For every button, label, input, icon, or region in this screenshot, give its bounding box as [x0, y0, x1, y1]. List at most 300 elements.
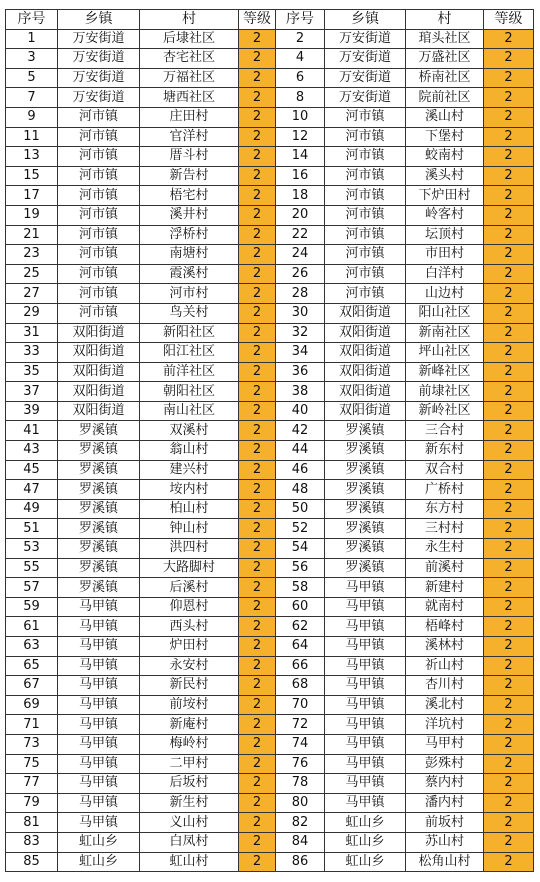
- village-cell: 蛟南村: [406, 147, 484, 167]
- town-cell: 罗溪镇: [58, 480, 140, 500]
- level-cell: 2: [239, 539, 276, 559]
- village-cell: 山边村: [406, 284, 484, 304]
- header-village: 村: [406, 10, 484, 30]
- level-cell: 2: [484, 49, 534, 69]
- level-cell: 2: [239, 558, 276, 578]
- serial-cell: 71: [6, 715, 58, 735]
- serial-cell: 50: [276, 499, 325, 519]
- town-cell: 马甲镇: [325, 715, 406, 735]
- header-serial: 序号: [6, 10, 58, 30]
- serial-cell: 44: [276, 441, 325, 461]
- level-cell: 2: [239, 734, 276, 754]
- table-row: [6, 166, 534, 186]
- village-cell: 双合村: [406, 460, 484, 480]
- serial-cell: 42: [276, 421, 325, 441]
- level-cell: 2: [484, 127, 534, 147]
- village-cell: 前洋社区: [140, 362, 239, 382]
- level-cell: 2: [239, 715, 276, 735]
- level-cell: 2: [484, 578, 534, 598]
- town-cell: 双阳街道: [58, 401, 140, 421]
- table-row: [6, 519, 534, 539]
- town-cell: 河市镇: [58, 245, 140, 265]
- level-cell: 2: [239, 460, 276, 480]
- town-cell: 河市镇: [325, 245, 406, 265]
- village-cell: 前坂村: [406, 813, 484, 833]
- village-cell: 前溪村: [406, 558, 484, 578]
- serial-cell: 57: [6, 578, 58, 598]
- level-cell: 2: [239, 127, 276, 147]
- town-cell: 马甲镇: [325, 754, 406, 774]
- level-cell: 2: [484, 480, 534, 500]
- level-cell: 2: [484, 637, 534, 657]
- level-cell: 2: [484, 539, 534, 559]
- village-cell: 虹山村: [140, 852, 239, 872]
- town-cell: 罗溪镇: [58, 539, 140, 559]
- level-cell: 2: [239, 49, 276, 69]
- serial-cell: 40: [276, 401, 325, 421]
- level-cell: 2: [484, 68, 534, 88]
- table-row: [6, 382, 534, 402]
- village-cell: 新岭社区: [406, 401, 484, 421]
- town-cell: 河市镇: [58, 107, 140, 127]
- village-cell: 蔡内村: [406, 774, 484, 794]
- serial-cell: 11: [6, 127, 58, 147]
- level-cell: 2: [484, 460, 534, 480]
- town-cell: 虹山乡: [58, 832, 140, 852]
- header-serial: 序号: [276, 10, 325, 30]
- level-cell: 2: [484, 617, 534, 637]
- table-row: [6, 539, 534, 559]
- town-cell: 河市镇: [58, 127, 140, 147]
- village-cell: 双溪村: [140, 421, 239, 441]
- header-town: 乡镇: [58, 10, 140, 30]
- town-cell: 万安街道: [325, 68, 406, 88]
- table-row: [6, 147, 534, 167]
- level-cell: 2: [484, 264, 534, 284]
- serial-cell: 37: [6, 382, 58, 402]
- table-row: [6, 774, 534, 794]
- town-cell: 罗溪镇: [325, 539, 406, 559]
- level-cell: 2: [239, 519, 276, 539]
- serial-cell: 31: [6, 323, 58, 343]
- village-cell: 阳江社区: [140, 343, 239, 363]
- table-row: [6, 401, 534, 421]
- village-cell: 新庵村: [140, 715, 239, 735]
- serial-cell: 3: [6, 49, 58, 69]
- level-cell: 2: [484, 166, 534, 186]
- serial-cell: 16: [276, 166, 325, 186]
- town-cell: 虹山乡: [325, 813, 406, 833]
- village-cell: 阳山社区: [406, 303, 484, 323]
- town-cell: 虹山乡: [58, 852, 140, 872]
- village-cell: 后埭社区: [140, 29, 239, 49]
- town-cell: 河市镇: [58, 147, 140, 167]
- level-cell: 2: [484, 832, 534, 852]
- level-cell: 2: [484, 284, 534, 304]
- serial-cell: 4: [276, 49, 325, 69]
- serial-cell: 1: [6, 29, 58, 49]
- serial-cell: 53: [6, 539, 58, 559]
- level-cell: 2: [484, 754, 534, 774]
- town-cell: 罗溪镇: [58, 421, 140, 441]
- level-cell: 2: [239, 382, 276, 402]
- town-cell: 河市镇: [58, 303, 140, 323]
- table-row: [6, 656, 534, 676]
- level-cell: 2: [484, 147, 534, 167]
- town-cell: 罗溪镇: [58, 441, 140, 461]
- serial-cell: 19: [6, 205, 58, 225]
- town-cell: 罗溪镇: [325, 460, 406, 480]
- level-cell: 2: [239, 88, 276, 108]
- village-cell: 溪井村: [140, 205, 239, 225]
- table-row: [6, 29, 534, 49]
- table-row: [6, 49, 534, 69]
- table-row: [6, 499, 534, 519]
- town-cell: 罗溪镇: [325, 421, 406, 441]
- serial-cell: 35: [6, 362, 58, 382]
- village-cell: 三合村: [406, 421, 484, 441]
- village-cell: 岭客村: [406, 205, 484, 225]
- level-cell: 2: [484, 343, 534, 363]
- town-cell: 万安街道: [58, 88, 140, 108]
- level-cell: 2: [239, 578, 276, 598]
- header-row: [6, 10, 534, 30]
- level-cell: 2: [239, 303, 276, 323]
- village-cell: 祈山村: [406, 656, 484, 676]
- level-cell: 2: [484, 597, 534, 617]
- village-cell: 坛顶村: [406, 225, 484, 245]
- table-row: [6, 303, 534, 323]
- serial-cell: 26: [276, 264, 325, 284]
- town-cell: 河市镇: [58, 225, 140, 245]
- village-cell: 河市村: [140, 284, 239, 304]
- village-cell: 洪四村: [140, 539, 239, 559]
- town-cell: 双阳街道: [325, 323, 406, 343]
- town-cell: 万安街道: [58, 68, 140, 88]
- village-cell: 广桥村: [406, 480, 484, 500]
- village-cell: 新峰社区: [406, 362, 484, 382]
- town-cell: 河市镇: [325, 147, 406, 167]
- level-cell: 2: [239, 774, 276, 794]
- serial-cell: 82: [276, 813, 325, 833]
- header-level: 等级: [484, 10, 534, 30]
- level-cell: 2: [239, 793, 276, 813]
- town-cell: 河市镇: [325, 284, 406, 304]
- town-cell: 马甲镇: [325, 637, 406, 657]
- level-cell: 2: [239, 362, 276, 382]
- level-cell: 2: [484, 303, 534, 323]
- village-cell: 钟山村: [140, 519, 239, 539]
- serial-cell: 54: [276, 539, 325, 559]
- town-cell: 马甲镇: [325, 578, 406, 598]
- serial-cell: 25: [6, 264, 58, 284]
- village-cell: 市田村: [406, 245, 484, 265]
- serial-cell: 45: [6, 460, 58, 480]
- serial-cell: 80: [276, 793, 325, 813]
- village-cell: 溪北村: [406, 695, 484, 715]
- level-cell: 2: [239, 68, 276, 88]
- town-cell: 虹山乡: [325, 832, 406, 852]
- level-cell: 2: [484, 382, 534, 402]
- town-cell: 万安街道: [325, 88, 406, 108]
- town-cell: 双阳街道: [325, 382, 406, 402]
- serial-cell: 51: [6, 519, 58, 539]
- table-row: [6, 107, 534, 127]
- table-row: [6, 362, 534, 382]
- village-cell: 杏川村: [406, 676, 484, 696]
- town-cell: 万安街道: [58, 49, 140, 69]
- table-row: [6, 715, 534, 735]
- serial-cell: 58: [276, 578, 325, 598]
- village-cell: 梧峰村: [406, 617, 484, 637]
- village-cell: 潘内村: [406, 793, 484, 813]
- header-town: 乡镇: [325, 10, 406, 30]
- village-cell: 琯头社区: [406, 29, 484, 49]
- serial-cell: 5: [6, 68, 58, 88]
- table-row: [6, 441, 534, 461]
- serial-cell: 78: [276, 774, 325, 794]
- village-cell: 溪头村: [406, 166, 484, 186]
- level-cell: 2: [239, 499, 276, 519]
- serial-cell: 12: [276, 127, 325, 147]
- serial-cell: 48: [276, 480, 325, 500]
- village-cell: 二甲村: [140, 754, 239, 774]
- town-cell: 万安街道: [325, 49, 406, 69]
- town-cell: 马甲镇: [58, 754, 140, 774]
- serial-cell: 75: [6, 754, 58, 774]
- town-cell: 马甲镇: [325, 597, 406, 617]
- town-cell: 河市镇: [58, 205, 140, 225]
- village-cell: 柏山村: [140, 499, 239, 519]
- serial-cell: 55: [6, 558, 58, 578]
- serial-cell: 18: [276, 186, 325, 206]
- village-cell: 前埭社区: [406, 382, 484, 402]
- level-cell: 2: [239, 225, 276, 245]
- serial-cell: 2: [276, 29, 325, 49]
- level-cell: 2: [239, 147, 276, 167]
- level-cell: 2: [239, 401, 276, 421]
- town-cell: 马甲镇: [325, 695, 406, 715]
- serial-cell: 15: [6, 166, 58, 186]
- serial-cell: 41: [6, 421, 58, 441]
- village-cell: 义山村: [140, 813, 239, 833]
- level-cell: 2: [484, 245, 534, 265]
- table-row: [6, 832, 534, 852]
- town-cell: 双阳街道: [325, 343, 406, 363]
- table-row: [6, 460, 534, 480]
- serial-cell: 61: [6, 617, 58, 637]
- serial-cell: 49: [6, 499, 58, 519]
- town-cell: 罗溪镇: [58, 578, 140, 598]
- level-cell: 2: [484, 793, 534, 813]
- level-cell: 2: [484, 107, 534, 127]
- town-cell: 双阳街道: [58, 382, 140, 402]
- town-cell: 马甲镇: [58, 695, 140, 715]
- serial-cell: 39: [6, 401, 58, 421]
- serial-cell: 21: [6, 225, 58, 245]
- serial-cell: 30: [276, 303, 325, 323]
- village-cell: 翁山村: [140, 441, 239, 461]
- level-cell: 2: [239, 284, 276, 304]
- serial-cell: 20: [276, 205, 325, 225]
- village-cell: 永安村: [140, 656, 239, 676]
- town-cell: 河市镇: [325, 127, 406, 147]
- village-cell: 溪山村: [406, 107, 484, 127]
- town-cell: 马甲镇: [58, 597, 140, 617]
- level-cell: 2: [239, 264, 276, 284]
- town-cell: 罗溪镇: [58, 558, 140, 578]
- town-cell: 马甲镇: [58, 637, 140, 657]
- serial-cell: 6: [276, 68, 325, 88]
- town-cell: 河市镇: [58, 284, 140, 304]
- serial-cell: 62: [276, 617, 325, 637]
- town-cell: 河市镇: [325, 107, 406, 127]
- town-cell: 双阳街道: [325, 303, 406, 323]
- town-cell: 河市镇: [325, 225, 406, 245]
- town-cell: 马甲镇: [58, 793, 140, 813]
- village-cell: 溪林村: [406, 637, 484, 657]
- village-cell: 前垵村: [140, 695, 239, 715]
- town-cell: 双阳街道: [58, 362, 140, 382]
- town-cell: 万安街道: [58, 29, 140, 49]
- town-cell: 马甲镇: [58, 676, 140, 696]
- village-cell: 官洋村: [140, 127, 239, 147]
- serial-cell: 69: [6, 695, 58, 715]
- village-cell: 厝斗村: [140, 147, 239, 167]
- town-cell: 河市镇: [58, 264, 140, 284]
- level-cell: 2: [484, 695, 534, 715]
- village-cell: 桥南社区: [406, 68, 484, 88]
- serial-cell: 85: [6, 852, 58, 872]
- village-cell: 万福社区: [140, 68, 239, 88]
- serial-cell: 8: [276, 88, 325, 108]
- serial-cell: 67: [6, 676, 58, 696]
- serial-cell: 43: [6, 441, 58, 461]
- level-cell: 2: [239, 441, 276, 461]
- town-cell: 河市镇: [325, 166, 406, 186]
- village-cell: 白凤村: [140, 832, 239, 852]
- town-cell: 双阳街道: [58, 323, 140, 343]
- serial-cell: 66: [276, 656, 325, 676]
- level-cell: 2: [484, 499, 534, 519]
- table-row: [6, 421, 534, 441]
- town-cell: 罗溪镇: [325, 558, 406, 578]
- serial-cell: 56: [276, 558, 325, 578]
- serial-cell: 47: [6, 480, 58, 500]
- table-row: [6, 245, 534, 265]
- level-cell: 2: [239, 343, 276, 363]
- village-cell: 苏山村: [406, 832, 484, 852]
- serial-cell: 76: [276, 754, 325, 774]
- town-cell: 罗溪镇: [325, 499, 406, 519]
- village-cell: 坪山社区: [406, 343, 484, 363]
- village-cell: 三村村: [406, 519, 484, 539]
- village-cell: 新东村: [406, 441, 484, 461]
- table-row: [6, 323, 534, 343]
- table-row: [6, 852, 534, 872]
- table-row: [6, 284, 534, 304]
- town-cell: 罗溪镇: [58, 460, 140, 480]
- serial-cell: 59: [6, 597, 58, 617]
- level-cell: 2: [239, 813, 276, 833]
- serial-cell: 34: [276, 343, 325, 363]
- serial-cell: 81: [6, 813, 58, 833]
- level-cell: 2: [484, 29, 534, 49]
- level-cell: 2: [484, 186, 534, 206]
- serial-cell: 22: [276, 225, 325, 245]
- level-cell: 2: [484, 88, 534, 108]
- level-cell: 2: [484, 558, 534, 578]
- level-cell: 2: [239, 205, 276, 225]
- level-cell: 2: [484, 421, 534, 441]
- level-cell: 2: [239, 852, 276, 872]
- town-cell: 马甲镇: [58, 813, 140, 833]
- town-cell: 双阳街道: [325, 401, 406, 421]
- header-level: 等级: [239, 10, 276, 30]
- level-cell: 2: [484, 205, 534, 225]
- serial-cell: 38: [276, 382, 325, 402]
- village-cell: 仰恩村: [140, 597, 239, 617]
- serial-cell: 86: [276, 852, 325, 872]
- serial-cell: 72: [276, 715, 325, 735]
- town-cell: 万安街道: [325, 29, 406, 49]
- level-cell: 2: [239, 676, 276, 696]
- village-cell: 塘西社区: [140, 88, 239, 108]
- village-cell: 新告村: [140, 166, 239, 186]
- level-cell: 2: [239, 754, 276, 774]
- village-cell: 大路脚村: [140, 558, 239, 578]
- town-cell: 双阳街道: [325, 362, 406, 382]
- level-cell: 2: [484, 715, 534, 735]
- serial-cell: 63: [6, 637, 58, 657]
- town-cell: 马甲镇: [325, 734, 406, 754]
- serial-cell: 14: [276, 147, 325, 167]
- town-cell: 河市镇: [58, 186, 140, 206]
- level-cell: 2: [484, 441, 534, 461]
- village-cell: 东方村: [406, 499, 484, 519]
- level-cell: 2: [239, 29, 276, 49]
- table-row: [6, 793, 534, 813]
- table-row: [6, 695, 534, 715]
- table-row: [6, 127, 534, 147]
- level-cell: 2: [239, 107, 276, 127]
- village-cell: 彭殊村: [406, 754, 484, 774]
- town-cell: 马甲镇: [325, 774, 406, 794]
- town-cell: 马甲镇: [58, 774, 140, 794]
- level-cell: 2: [484, 225, 534, 245]
- table-row: [6, 88, 534, 108]
- table-row: [6, 264, 534, 284]
- serial-cell: 52: [276, 519, 325, 539]
- village-cell: 后溪村: [140, 578, 239, 598]
- table-row: [6, 558, 534, 578]
- serial-cell: 28: [276, 284, 325, 304]
- serial-cell: 32: [276, 323, 325, 343]
- level-cell: 2: [484, 734, 534, 754]
- village-cell: 新建村: [406, 578, 484, 598]
- serial-cell: 77: [6, 774, 58, 794]
- serial-cell: 73: [6, 734, 58, 754]
- serial-cell: 79: [6, 793, 58, 813]
- level-cell: 2: [239, 597, 276, 617]
- village-cell: 建兴村: [140, 460, 239, 480]
- village-cell: 新阳社区: [140, 323, 239, 343]
- village-cell: 马甲村: [406, 734, 484, 754]
- village-cell: 新生村: [140, 793, 239, 813]
- town-cell: 罗溪镇: [325, 441, 406, 461]
- village-cell: 松角山村: [406, 852, 484, 872]
- table-row: [6, 637, 534, 657]
